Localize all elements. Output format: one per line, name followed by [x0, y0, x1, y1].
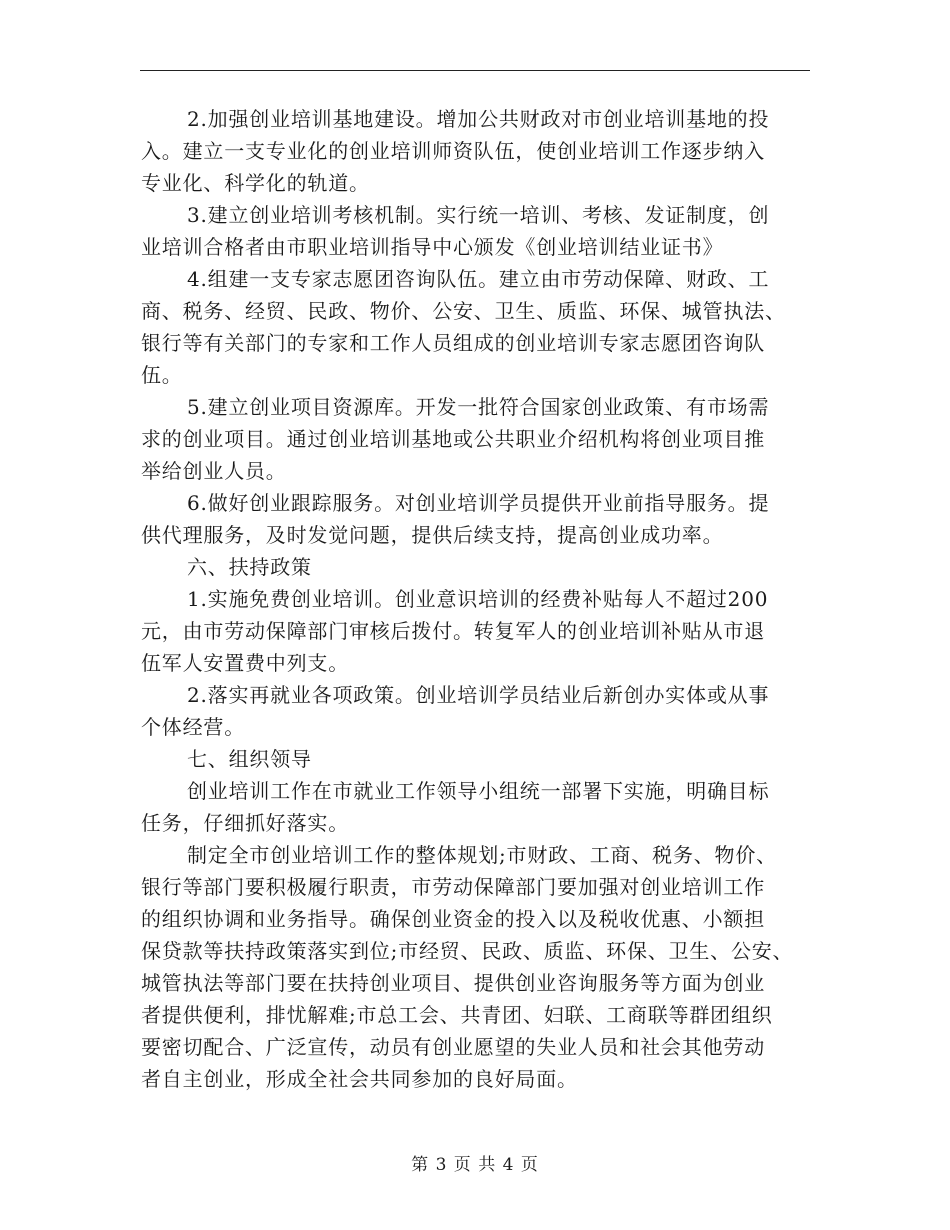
text-line: 六、扶持政策: [187, 555, 312, 579]
text-line: 举给创业人员。: [141, 459, 287, 483]
text-line: 伍军人安置费中列支。: [141, 651, 349, 675]
header-rule: [140, 70, 810, 71]
text-line: 供代理服务，及时发觉问题，提供后续支持，提高创业成功率。: [141, 523, 724, 547]
text-line: 2.加强创业培训基地建设。增加公共财政对市创业培训基地的投: [187, 107, 770, 131]
text-line: 4.组建一支专家志愿团咨询队伍。建立由市劳动保障、财政、工: [187, 267, 770, 291]
page-footer: 第 3 页 共 4 页: [411, 1155, 539, 1175]
document-body: [141, 103, 813, 1095]
text-line: 制定全市创业培训工作的整体规划;市财政、工商、税务、物价、: [187, 843, 777, 867]
text-line: 专业化、科学化的轨道。: [141, 171, 370, 195]
text-line: 的组织协调和业务指导。确保创业资金的投入以及税收优惠、小额担: [141, 907, 765, 931]
text-line: 七、组织领导: [187, 747, 312, 771]
text-line: 要密切配合、广泛宣传，动员有创业愿望的失业人员和社会其他劳动: [141, 1035, 765, 1059]
text-line: 城管执法等部门要在扶持创业项目、提供创业咨询服务等方面为创业: [141, 971, 765, 995]
text-line: 银行等有关部门的专家和工作人员组成的创业培训专家志愿团咨询队: [141, 331, 765, 355]
text-line: 者提供便利，排忧解难;市总工会、共青团、妇联、工商联等群团组织: [141, 1003, 773, 1027]
text-line: 1.实施免费创业培训。创业意识培训的经费补贴每人不超过200: [187, 587, 769, 611]
text-line: 个体经营。: [141, 715, 245, 739]
text-line: 业培训合格者由市职业培训指导中心颁发《创业培训结业证书》: [141, 235, 724, 259]
text-line: 入。建立一支专业化的创业培训师资队伍，使创业培训工作逐步纳入: [141, 139, 765, 163]
text-line: 保贷款等扶持政策落实到位;市经贸、民政、质监、环保、卫生、公安、: [141, 939, 794, 963]
text-line: 商、税务、经贸、民政、物价、公安、卫生、质监、环保、城管执法、: [141, 299, 786, 323]
text-line: 6.做好创业跟踪服务。对创业培训学员提供开业前指导服务。提: [187, 491, 770, 515]
text-line: 求的创业项目。通过创业培训基地或公共职业介绍机构将创业项目推: [141, 427, 765, 451]
text-line: 5.建立创业项目资源库。开发一批符合国家创业政策、有市场需: [187, 395, 770, 419]
text-line: 者自主创业，形成全社会共同参加的良好局面。: [141, 1067, 578, 1091]
text-line: 创业培训工作在市就业工作领导小组统一部署下实施，明确目标: [187, 779, 770, 803]
text-line: 银行等部门要积极履行职责，市劳动保障部门要加强对创业培训工作: [141, 875, 765, 899]
text-line: 3.建立创业培训考核机制。实行统一培训、考核、发证制度，创: [187, 203, 770, 227]
text-line: 2.落实再就业各项政策。创业培训学员结业后新创办实体或从事: [187, 683, 770, 707]
text-line: 伍。: [141, 363, 183, 387]
text-line: 元，由市劳动保障部门审核后拨付。转复军人的创业培训补贴从市退: [141, 619, 765, 643]
text-line: 任务，仔细抓好落实。: [141, 811, 349, 835]
